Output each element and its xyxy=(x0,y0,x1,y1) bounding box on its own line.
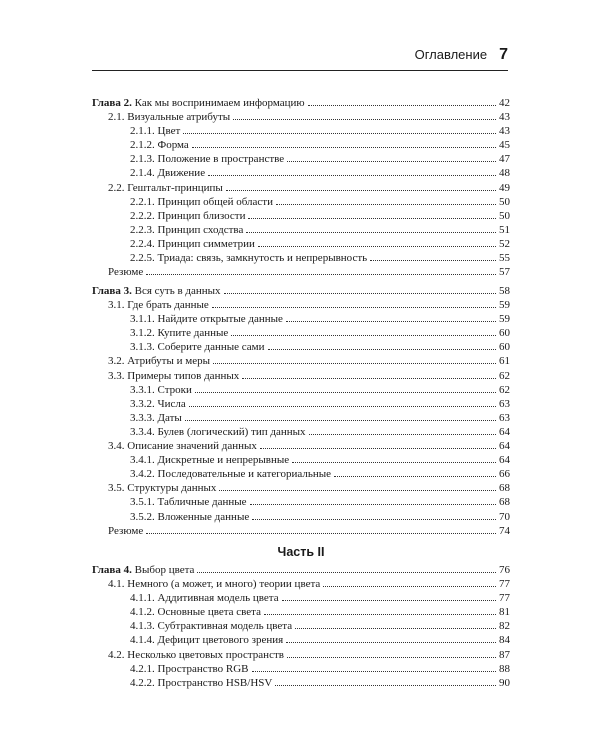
leader-dots xyxy=(309,434,496,435)
page-number: 7 xyxy=(499,46,508,63)
leader-dots xyxy=(197,572,496,573)
toc-subsection-entry[interactable] xyxy=(92,124,510,138)
toc-entry-label xyxy=(130,138,189,152)
toc-entry-label xyxy=(130,383,192,397)
running-header xyxy=(92,46,508,68)
toc-section-entry[interactable] xyxy=(92,110,510,124)
toc-page-number: 49 xyxy=(499,181,510,194)
chapter-number: Глава 3. xyxy=(92,285,132,297)
toc-subsection-entry[interactable] xyxy=(92,209,510,223)
leader-dots xyxy=(248,218,496,219)
toc-entry-label xyxy=(130,425,306,439)
leader-dots xyxy=(258,246,496,247)
leader-dots xyxy=(264,614,496,615)
toc-subsection-entry[interactable] xyxy=(92,591,510,605)
toc-page-number: 57 xyxy=(499,266,510,279)
toc-entry-title: 2.1.1. Цвет xyxy=(130,125,181,138)
chapter-number: Глава 4. xyxy=(92,564,132,576)
toc-entry-label xyxy=(130,195,273,209)
toc-page-number: 50 xyxy=(499,209,510,222)
toc-entry-title: Выбор цвета xyxy=(134,564,195,576)
toc-page-number: 61 xyxy=(499,355,510,368)
toc-page-number: 74 xyxy=(499,524,510,537)
toc-entry-label xyxy=(108,369,239,383)
toc-entry-label xyxy=(130,251,367,265)
toc-chapter-entry[interactable] xyxy=(92,563,510,577)
toc-subsection-entry[interactable] xyxy=(92,383,510,397)
toc-subsection-entry[interactable] xyxy=(92,662,510,676)
chapter-number: Глава 2. xyxy=(92,97,132,109)
toc-section-entry[interactable] xyxy=(92,354,510,368)
toc-entry-label xyxy=(92,96,305,110)
leader-dots xyxy=(192,147,496,148)
toc-entry-label xyxy=(108,265,143,279)
toc-subsection-entry[interactable] xyxy=(92,619,510,633)
leader-dots xyxy=(233,119,496,120)
toc-page-number: 52 xyxy=(499,237,510,250)
leader-dots xyxy=(146,274,496,275)
toc-subsection-entry[interactable] xyxy=(92,195,510,209)
toc-entry-title: 2.1. Визуальные атрибуты xyxy=(108,111,231,124)
toc-chapter-4 xyxy=(92,563,510,690)
toc-page-number: 59 xyxy=(499,299,510,312)
toc-entry-title: 2.2.2. Принцип близости xyxy=(130,209,246,222)
toc-page-number: 68 xyxy=(499,496,510,509)
toc-entry-label xyxy=(130,411,182,425)
toc-subsection-entry[interactable] xyxy=(92,138,510,152)
leader-dots xyxy=(260,448,496,449)
leader-dots xyxy=(189,406,496,407)
leader-dots xyxy=(287,161,496,162)
toc-entry-label xyxy=(108,439,257,453)
toc-page-number: 64 xyxy=(499,454,510,467)
toc-page-number: 70 xyxy=(499,510,510,523)
leader-dots xyxy=(212,307,496,308)
toc-entry-label xyxy=(130,676,272,690)
leader-dots xyxy=(370,260,496,261)
toc-page-number: 63 xyxy=(499,411,510,424)
toc-section-entry[interactable] xyxy=(92,577,510,591)
toc-subsection-entry[interactable] xyxy=(92,223,510,237)
toc-page-number: 43 xyxy=(499,125,510,138)
leader-dots xyxy=(219,490,496,491)
toc-page-number: 66 xyxy=(499,468,510,481)
toc-chapter-2 xyxy=(92,96,510,279)
toc-entry-label xyxy=(108,354,210,368)
leader-dots xyxy=(208,175,496,176)
leader-dots xyxy=(195,392,496,393)
toc-entry-label xyxy=(130,166,205,180)
toc-page-number: 68 xyxy=(499,482,510,495)
toc-entry-label xyxy=(130,605,261,619)
toc-entry-title: 3.5.2. Вложенные данные xyxy=(130,510,250,523)
toc-chapter-3 xyxy=(92,284,510,538)
toc-entry-label xyxy=(130,591,279,605)
toc-subsection-entry[interactable] xyxy=(92,340,510,354)
leader-dots xyxy=(226,190,496,191)
toc-subsection-entry[interactable] xyxy=(92,425,510,439)
toc-page-number: 82 xyxy=(499,620,510,633)
toc-entry-title: 3.5. Структуры данных xyxy=(108,482,217,495)
leader-dots xyxy=(146,533,496,534)
toc-entry-title: 4.1.3. Субтрактивная модель цвета xyxy=(130,620,293,633)
toc-page-number: 62 xyxy=(499,369,510,382)
toc-page-number: 47 xyxy=(499,153,510,166)
toc-entry-title: 3.4. Описание значений данных xyxy=(108,440,257,453)
toc-entry-title: 3.3.1. Строки xyxy=(130,383,192,396)
toc-entry-title: 4.1.1. Аддитивная модель цвета xyxy=(130,592,279,605)
toc-entry-title: 3.1.1. Найдите открытые данные xyxy=(130,313,283,326)
toc-subsection-entry[interactable] xyxy=(92,152,510,166)
toc-section-entry[interactable] xyxy=(92,265,510,279)
toc-entry-title: 3.4.2. Последовательные и категориальные xyxy=(130,468,332,481)
toc-entry-label xyxy=(108,181,223,195)
toc-chapter-entry[interactable] xyxy=(92,284,510,298)
toc-page-number: 64 xyxy=(499,425,510,438)
toc-page-number: 84 xyxy=(499,634,510,647)
toc-page-number: 43 xyxy=(499,111,510,124)
toc-subsection-entry[interactable] xyxy=(92,411,510,425)
leader-dots xyxy=(295,628,496,629)
toc-page-number: 64 xyxy=(499,440,510,453)
toc-section-entry[interactable] xyxy=(92,481,510,495)
toc-entry-title: 4.1. Немного (а может, и много) теории цвета xyxy=(108,578,321,591)
toc-chapter-entry[interactable] xyxy=(92,96,510,110)
leader-dots xyxy=(250,504,497,505)
toc-entry-title: 2.2. Гештальт-принципы xyxy=(108,181,223,194)
toc-page-number: 77 xyxy=(499,578,510,591)
toc-entry-title: Резюме xyxy=(108,266,144,279)
toc-entry-label xyxy=(108,110,230,124)
toc-entry-label xyxy=(130,340,265,354)
toc-page-number: 87 xyxy=(499,648,510,661)
toc-section-entry[interactable] xyxy=(92,298,510,312)
toc-entry-label xyxy=(130,619,292,633)
toc-entry-title: 3.3.4. Булев (логический) тип данных xyxy=(130,425,306,438)
toc-page-number: 51 xyxy=(499,223,510,236)
toc-subsection-entry[interactable] xyxy=(92,453,510,467)
toc-entry-label xyxy=(108,648,284,662)
toc-entry-label xyxy=(108,481,216,495)
leader-dots xyxy=(286,321,496,322)
leader-dots xyxy=(276,204,496,205)
leader-dots xyxy=(242,378,496,379)
toc-page-number: 55 xyxy=(499,252,510,265)
toc-page-number: 45 xyxy=(499,139,510,152)
toc-entry-title: 4.2. Несколько цветовых пространств xyxy=(108,648,284,661)
toc-entry-title: 4.2.1. Пространство RGB xyxy=(130,662,249,675)
toc-entry-label xyxy=(108,524,143,538)
toc-entry-title: 2.1.2. Форма xyxy=(130,139,189,152)
leader-dots xyxy=(308,105,496,106)
toc-entry-title: Вся суть в данных xyxy=(134,285,221,297)
toc-entry-title: 4.1.2. Основные цвета света xyxy=(130,606,262,619)
toc-entry-title: 3.1.3. Соберите данные сами xyxy=(130,341,265,354)
toc-page-number: 88 xyxy=(499,662,510,675)
toc-entry-title: 3.1.2. Купите данные xyxy=(130,327,229,340)
toc-entry-title: 2.1.4. Движение xyxy=(130,167,206,180)
toc-section-entry[interactable] xyxy=(92,369,510,383)
leader-dots xyxy=(252,671,497,672)
toc-entry-label xyxy=(130,662,249,676)
toc-subsection-entry[interactable] xyxy=(92,467,510,481)
toc-section-entry[interactable] xyxy=(92,439,510,453)
toc-entry-title: 4.1.4. Дефицит цветового зрения xyxy=(130,634,284,647)
toc-entry-title: 3.2. Атрибуты и меры xyxy=(108,355,210,368)
running-header-title: Оглавление xyxy=(414,47,488,62)
toc-entry-label xyxy=(130,223,243,237)
toc-subsection-entry[interactable] xyxy=(92,495,510,509)
toc-page-number: 48 xyxy=(499,167,510,180)
leader-dots xyxy=(246,232,496,233)
toc-entry-title: 2.2.3. Принцип сходства xyxy=(130,223,244,236)
toc-page-number: 90 xyxy=(499,676,510,689)
leader-dots xyxy=(334,476,496,477)
toc-subsection-entry[interactable] xyxy=(92,633,510,647)
toc-page-number: 81 xyxy=(499,606,510,619)
toc-page-number: 58 xyxy=(499,285,510,297)
toc-entry-label xyxy=(130,237,255,251)
part-heading: Часть II xyxy=(277,545,325,559)
toc-subsection-entry[interactable] xyxy=(92,166,510,180)
toc-page-number: 76 xyxy=(499,564,510,576)
toc-entry-title: 3.5.1. Табличные данные xyxy=(130,496,247,509)
toc-entry-label xyxy=(130,124,180,138)
toc-entry-title: 2.2.1. Принцип общей области xyxy=(130,195,273,208)
toc-section-entry[interactable] xyxy=(92,648,510,662)
leader-dots xyxy=(252,519,496,520)
toc-entry-label xyxy=(92,284,221,298)
toc-subsection-entry[interactable] xyxy=(92,605,510,619)
leader-dots xyxy=(323,586,496,587)
toc-entry-title: 2.2.4. Принцип симметрии xyxy=(130,237,255,250)
toc-page-number: 77 xyxy=(499,592,510,605)
toc-entry-title: 3.4.1. Дискретные и непрерывные xyxy=(130,454,290,467)
leader-dots xyxy=(213,363,496,364)
toc-entry-label xyxy=(130,633,283,647)
toc-entry-title: 3.3.3. Даты xyxy=(130,411,182,424)
toc-entry-label xyxy=(130,152,284,166)
toc-page-number: 60 xyxy=(499,327,510,340)
toc-entry-label xyxy=(130,312,283,326)
leader-dots xyxy=(282,600,496,601)
toc-entry-title: 3.3. Примеры типов данных xyxy=(108,369,240,382)
toc-page-number: 63 xyxy=(499,397,510,410)
leader-dots xyxy=(287,657,496,658)
leader-dots xyxy=(183,133,496,134)
toc-subsection-entry[interactable] xyxy=(92,510,510,524)
toc-entry-label xyxy=(130,209,245,223)
toc-page-number: 60 xyxy=(499,341,510,354)
toc-entry-label xyxy=(130,510,249,524)
toc-entry-title: 2.1.3. Положение в пространстве xyxy=(130,153,285,166)
leader-dots xyxy=(275,685,496,686)
toc-entry-label xyxy=(130,495,247,509)
toc-subsection-entry[interactable] xyxy=(92,326,510,340)
toc-entry-label xyxy=(92,563,194,577)
leader-dots xyxy=(268,349,496,350)
toc-subsection-entry[interactable] xyxy=(92,251,510,265)
toc-page-number: 50 xyxy=(499,195,510,208)
leader-dots xyxy=(185,420,496,421)
toc-subsection-entry[interactable] xyxy=(92,676,510,690)
toc-entry-label xyxy=(130,326,228,340)
toc-subsection-entry[interactable] xyxy=(92,397,510,411)
leader-dots xyxy=(224,293,496,294)
toc-subsection-entry[interactable] xyxy=(92,312,510,326)
toc-page-number: 59 xyxy=(499,313,510,326)
leader-dots xyxy=(292,462,496,463)
toc-entry-label xyxy=(130,453,289,467)
toc-subsection-entry[interactable] xyxy=(92,237,510,251)
toc-entry-title: 2.2.5. Триада: связь, замкнутость и непрерывность xyxy=(130,252,368,265)
toc-page-number: 62 xyxy=(499,383,510,396)
leader-dots xyxy=(286,642,496,643)
toc-entry-title: 3.1. Где брать данные xyxy=(108,299,209,312)
toc-entry-label xyxy=(108,298,209,312)
toc-entry-label xyxy=(130,397,186,411)
toc-page-number: 42 xyxy=(499,97,510,109)
leader-dots xyxy=(231,335,496,336)
toc-entry-title: 4.2.2. Пространство HSB/HSV xyxy=(130,676,273,689)
toc-entry-label xyxy=(108,577,320,591)
toc-entry-label xyxy=(130,467,331,481)
header-rule xyxy=(92,70,508,71)
toc-entry-title: Как мы воспринимаем информацию xyxy=(134,97,305,109)
toc-section-entry[interactable] xyxy=(92,524,510,538)
toc-entry-title: Резюме xyxy=(108,524,144,537)
toc-entry-title: 3.3.2. Числа xyxy=(130,397,186,410)
toc-section-entry[interactable] xyxy=(92,181,510,195)
